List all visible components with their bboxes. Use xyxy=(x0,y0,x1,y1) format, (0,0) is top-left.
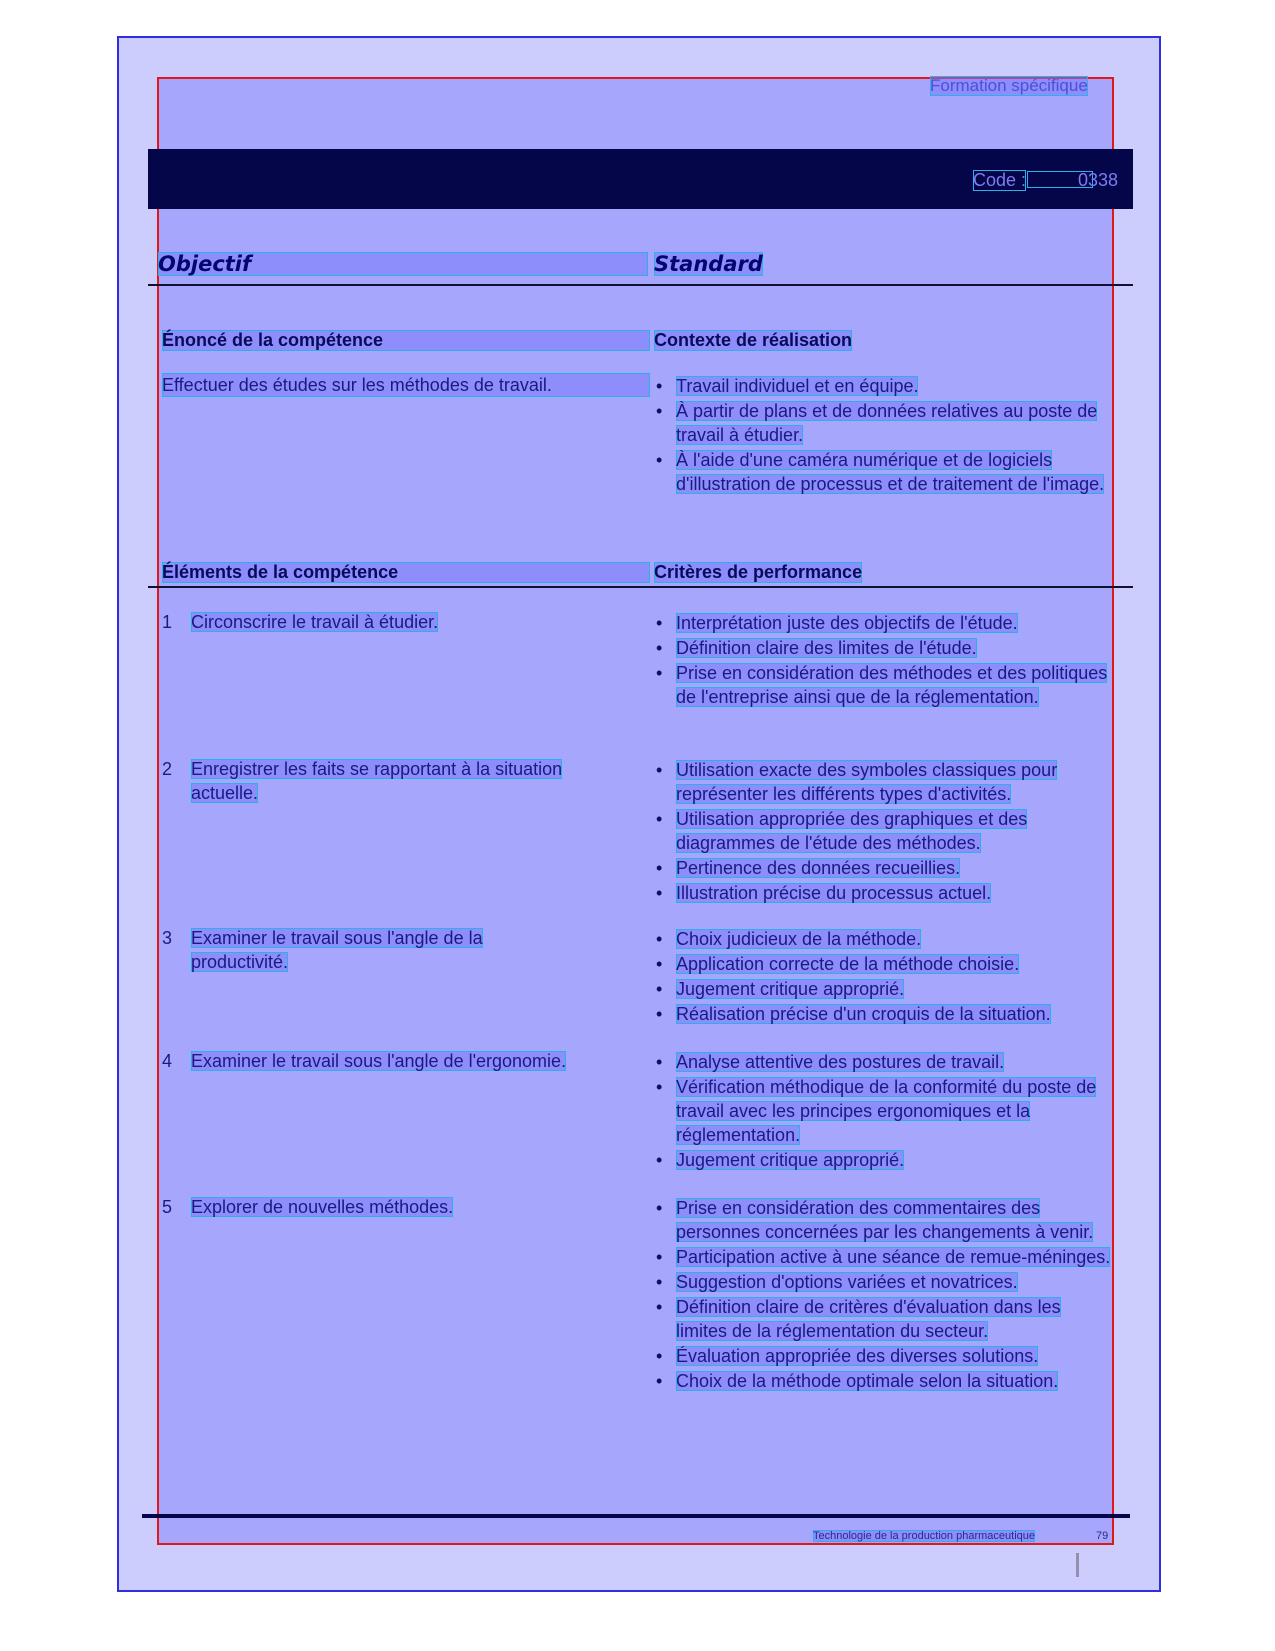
criteria-list xyxy=(654,758,1116,906)
criteria-item: • Analyse attentive des postures de travail. xyxy=(654,1050,1116,1074)
element-label: Examiner le travail sous l'angle de la productivité. xyxy=(191,928,483,972)
criteria-list xyxy=(654,927,1116,1027)
criteria-item: • Interprétation juste des objectifs de l'étude. xyxy=(654,611,1116,635)
criteria-item: • Illustration précise du processus actuel. xyxy=(654,881,1116,905)
context-item: • À l'aide d'une caméra numérique et de logiciels d'illustration de processus et de traitement de l'image. xyxy=(654,448,1116,496)
element-row xyxy=(162,610,652,634)
context-item: • À partir de plans et de données relatives au poste de travail à étudier. xyxy=(654,399,1116,447)
footer-rule xyxy=(142,1514,1130,1518)
criteria-item: • Jugement critique approprié. xyxy=(654,977,1116,1001)
element-label: Circonscrire le travail à étudier. xyxy=(191,612,439,632)
competence-text: Effectuer des études sur les méthodes de travail. xyxy=(162,373,650,397)
criteria-item: • Pertinence des données recueillies. xyxy=(654,856,1116,880)
context-label: Contexte de réalisation xyxy=(654,330,853,350)
criteria-list xyxy=(654,611,1116,710)
context-item: • Travail individuel et en équipe. xyxy=(654,374,1116,398)
criteria-list xyxy=(654,1196,1116,1394)
criteria-label: Critères de performance xyxy=(654,562,863,582)
criteria-item: • Choix de la méthode optimale selon la situation. xyxy=(654,1369,1116,1393)
page-number: 79 xyxy=(1096,1530,1109,1542)
margin-mark xyxy=(1076,1553,1079,1577)
section-tag: Formation spécifique xyxy=(930,76,1088,95)
criteria-item: • Vérification méthodique de la conformité du poste de travail avec les principes ergonomiques et la réglementation. xyxy=(654,1075,1116,1147)
element-number: 1 xyxy=(162,612,173,632)
criteria-item: • Définition claire de critères d'évaluation dans les limites de la réglementation du secteur. xyxy=(654,1295,1116,1343)
elements-rule xyxy=(148,586,1133,588)
element-row xyxy=(162,757,652,805)
criteria-item: • Choix judicieux de la méthode. xyxy=(654,927,1116,951)
element-row xyxy=(162,1049,652,1073)
element-row xyxy=(162,1195,652,1219)
context-list xyxy=(654,374,1116,497)
code-label: Code : xyxy=(973,170,1027,190)
standard-heading: Standard xyxy=(654,252,763,276)
element-label: Explorer de nouvelles méthodes. xyxy=(191,1197,454,1217)
criteria-item: • Jugement critique approprié. xyxy=(654,1148,1116,1172)
element-row xyxy=(162,926,652,974)
criteria-item: • Utilisation exacte des symboles classiques pour représenter les différents types d'activités. xyxy=(654,758,1116,806)
criteria-item: • Définition claire des limites de l'étude. xyxy=(654,636,1116,660)
element-number: 3 xyxy=(162,928,173,948)
element-label: Examiner le travail sous l'angle de l'ergonomie. xyxy=(191,1051,567,1071)
element-number: 2 xyxy=(162,759,173,779)
element-number: 5 xyxy=(162,1197,173,1217)
criteria-item: • Suggestion d'options variées et novatrices. xyxy=(654,1270,1116,1294)
code-value: 0338 xyxy=(1078,170,1119,190)
element-number: 4 xyxy=(162,1051,173,1071)
competence-label: Énoncé de la compétence xyxy=(162,330,650,351)
criteria-item: • Utilisation appropriée des graphiques et des diagrammes de l'étude des méthodes. xyxy=(654,807,1116,855)
objective-heading: Objectif xyxy=(158,252,648,276)
criteria-item: • Prise en considération des commentaires des personnes concernées par les changements à venir. xyxy=(654,1196,1116,1244)
elements-label: Éléments de la compétence xyxy=(162,562,650,583)
element-label: Enregistrer les faits se rapportant à la situation actuelle. xyxy=(191,759,563,803)
criteria-item: • Application correcte de la méthode choisie. xyxy=(654,952,1116,976)
criteria-item: • Réalisation précise d'un croquis de la situation. xyxy=(654,1002,1116,1026)
criteria-item: • Prise en considération des méthodes et des politiques de l'entreprise ainsi que de la réglementation. xyxy=(654,661,1116,709)
criteria-item: • Évaluation appropriée des diverses solutions. xyxy=(654,1344,1116,1368)
criteria-item: • Participation active à une séance de remue-méninges. xyxy=(654,1245,1116,1269)
footer-title: Technologie de la production pharmaceutique xyxy=(813,1530,1035,1542)
criteria-list xyxy=(654,1050,1116,1173)
heading-rule xyxy=(148,284,1133,286)
